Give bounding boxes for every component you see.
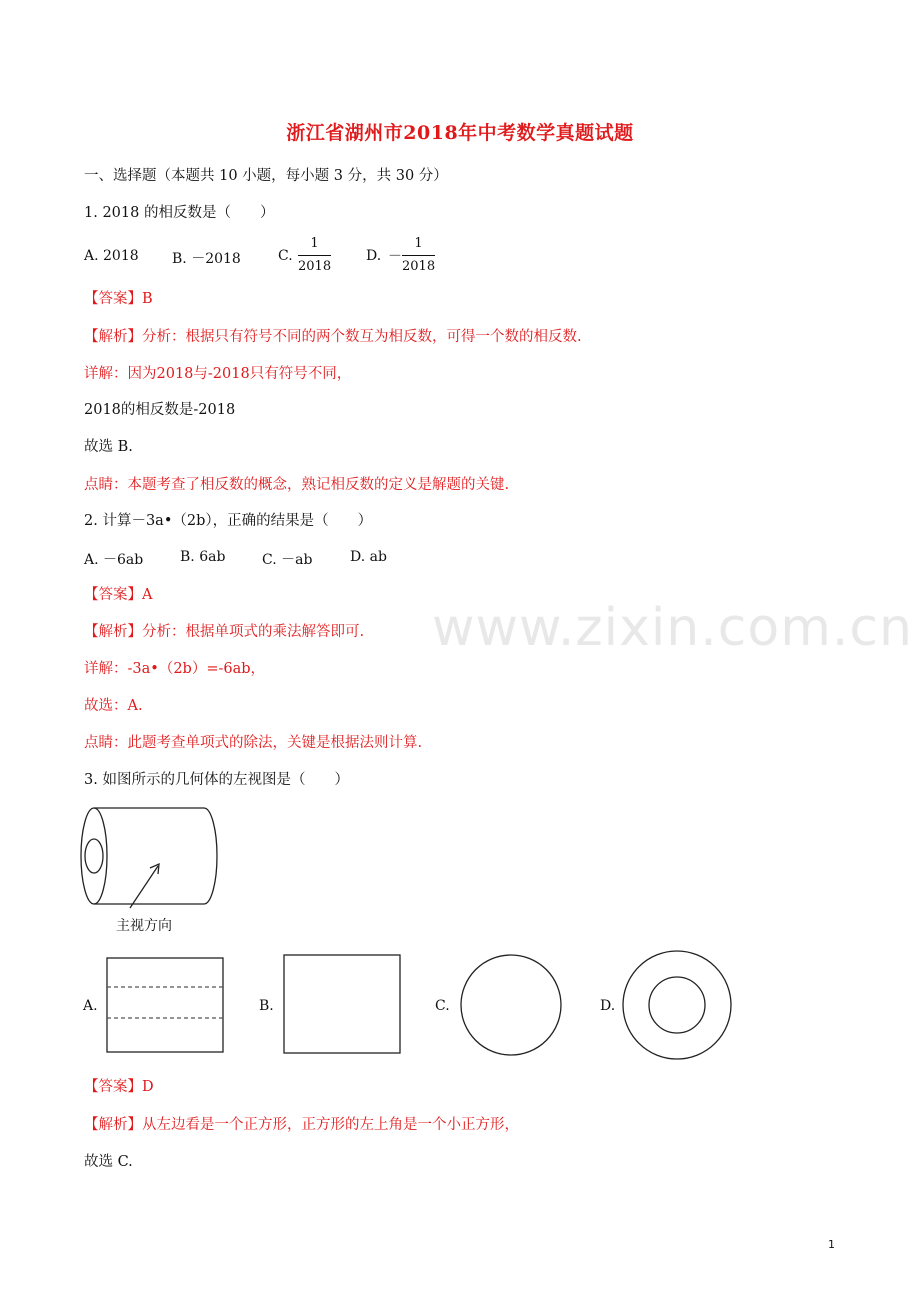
q3-answer: 【答案】D	[84, 1079, 154, 1095]
analysis-tag: 【解析】	[84, 329, 142, 345]
q2-option-d: D. ab	[350, 549, 387, 565]
q1-stem: 1. 2018 的相反数是（ ）	[84, 205, 275, 221]
analysis-text: 分析：根据单项式的乘法解答即可.	[142, 624, 365, 640]
q2-option-a: A. －6ab	[84, 552, 144, 568]
q3-stem: 3. 如图所示的几何体的左视图是（ ）	[84, 772, 349, 788]
section-heading: 一、选择题（本题共 10 小题，每小题 3 分，共 30 分）	[84, 168, 448, 184]
figure-caption: 主视方向	[116, 918, 172, 934]
q3-option-d-label: D.	[600, 998, 616, 1014]
q2-choose: 故选：A.	[84, 698, 143, 714]
fraction-numerator: 1	[414, 236, 423, 251]
inner-circle-shape	[649, 977, 705, 1033]
q2-answer: 【答案】A	[84, 587, 153, 603]
page-title: 浙江省湖州市2018年中考数学真题试题	[286, 122, 634, 144]
q2-stem: 2. 计算－3a•（2b），正确的结果是（ ）	[84, 513, 373, 529]
q1-comment: 点睛：本题考查了相反数的概念，熟记相反数的定义是解题的关键.	[84, 477, 510, 493]
q2-option-c: C. －ab	[262, 552, 313, 568]
q2-comment: 点睛：此题考查单项式的除法，关键是根据法则计算.	[84, 735, 423, 751]
page-number: 1	[828, 1238, 835, 1251]
watermark: www.zixin.com.cn	[432, 598, 913, 658]
q3-option-a-label: A.	[83, 998, 98, 1014]
q1-choose: 故选 B.	[84, 439, 133, 455]
q2-detail: 详解：-3a•（2b）=-6ab，	[84, 661, 266, 677]
outer-circle-shape	[623, 951, 731, 1059]
fraction-numerator: 1	[310, 236, 319, 251]
q1-option-c-label: C.	[278, 248, 293, 264]
fraction-denominator: 2018	[298, 259, 332, 274]
fraction-denominator: 2018	[402, 259, 436, 274]
q3-choose: 故选 C.	[84, 1154, 133, 1170]
q1-option-a: A. 2018	[84, 248, 139, 264]
q1-answer: 【答案】B	[84, 291, 153, 307]
analysis-text: 分析：根据只有符号不同的两个数互为相反数，可得一个数的相反数.	[142, 329, 582, 345]
analysis-text: 从左边看是一个正方形，正方形的左上角是一个小正方形，	[142, 1117, 519, 1133]
q3-option-c-label: C.	[435, 998, 450, 1014]
analysis-tag: 【解析】	[84, 624, 142, 640]
q1-option-b: B. －2018	[172, 251, 241, 267]
q2-option-b: B. 6ab	[180, 549, 226, 565]
q1-option-d-label: D.	[366, 248, 382, 264]
analysis-tag: 【解析】	[84, 1117, 142, 1133]
q3-option-b-label: B.	[259, 998, 274, 1014]
q1-detail-2: 2018的相反数是-2018	[84, 402, 236, 418]
q3-analysis	[84, 1115, 519, 1135]
minus-sign: －	[388, 248, 402, 265]
q1-detail: 详解：因为2018与-2018只有符号不同，	[84, 366, 352, 382]
